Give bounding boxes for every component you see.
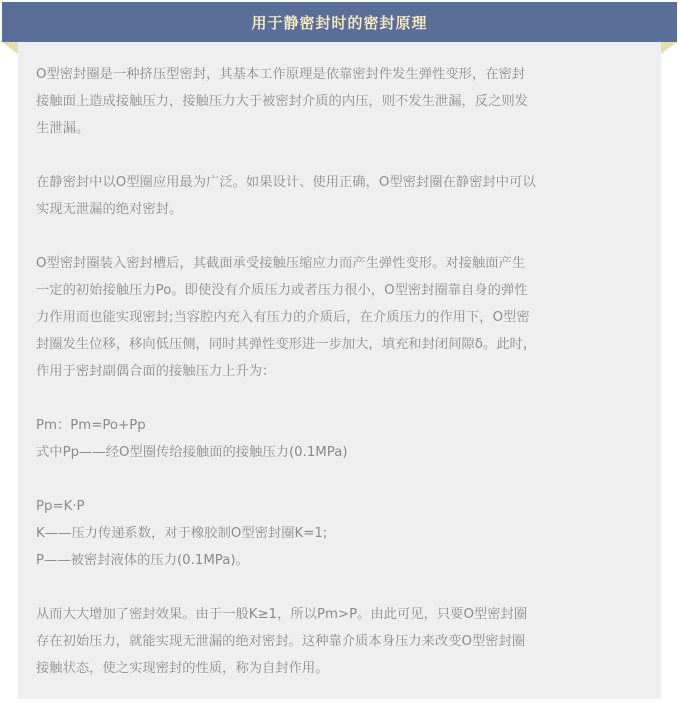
banner-fold-left [2,42,18,54]
text-line: 在静密封中以O型圈应用最为广泛。如果设计、使用正确，O型密封圈在静密封中可以 [36,175,536,190]
text-line: 力作用而也能实现密封;当容腔内充入有压力的介质后，在介质压力的作用下，O型密 [36,310,530,325]
banner-fold-right [661,42,677,54]
text-line: 存在初始压力，就能实现无泄漏的绝对密封。这种靠介质本身压力来改变O型密封圈 [36,634,526,649]
formula-line: Pp=K·P [36,499,85,514]
text-line: 从而大大增加了密封效果。由于一般K≥1，所以Pm>P。由此可见，只要O型密封圈 [36,607,528,622]
paragraph [36,250,644,385]
text-line: 实现无泄漏的绝对密封。 [36,202,183,217]
text-line: 接触面上造成接触压力，接触压力大于被密封介质的内压，则不发生泄漏，反之则发 [36,94,528,109]
text-line: 一定的初始接触压力Po。即使没有介质压力或者压力很小，O型密封圈靠自身的弹性 [36,283,528,298]
text-line: 式中Pp——经O型圈传给接触面的接触压力(0.1MPa) [36,445,348,460]
text-line: O型密封圈是一种挤压型密封，其基本工作原理是依靠密封件发生弹性变形，在密封 [36,67,526,82]
text-line: 生泄漏。 [36,121,90,136]
paragraph [36,601,644,682]
text-line: 接触状态，使之实现密封的性质，称为自封作用。 [36,661,329,676]
article-body [36,61,644,709]
formula-line: Pm：Pm=Po+Pp [36,418,146,433]
text-line: K——压力传递系数，对于橡胶制O型密封圈K=1; [36,526,328,541]
formula-paragraph [36,493,644,574]
text-line: 封圈发生位移，移向低压侧，同时其弹性变形进一步加大，填充和封闭间隙δ。此时， [36,337,537,352]
paragraph [36,169,644,223]
paragraph [36,61,644,142]
text-line: P——被密封液体的压力(0.1MPa)。 [36,553,249,568]
text-line: 作用于密封副偶合面的接触压力上升为： [36,364,276,379]
section-title: 用于静密封时的密封原理 [251,13,428,32]
formula-paragraph [36,412,644,466]
text-line: O型密封圈装入密封槽后，其截面承受接触压缩应力而产生弹性变形。对接触面产生 [36,256,526,271]
section-header-banner [2,2,677,42]
